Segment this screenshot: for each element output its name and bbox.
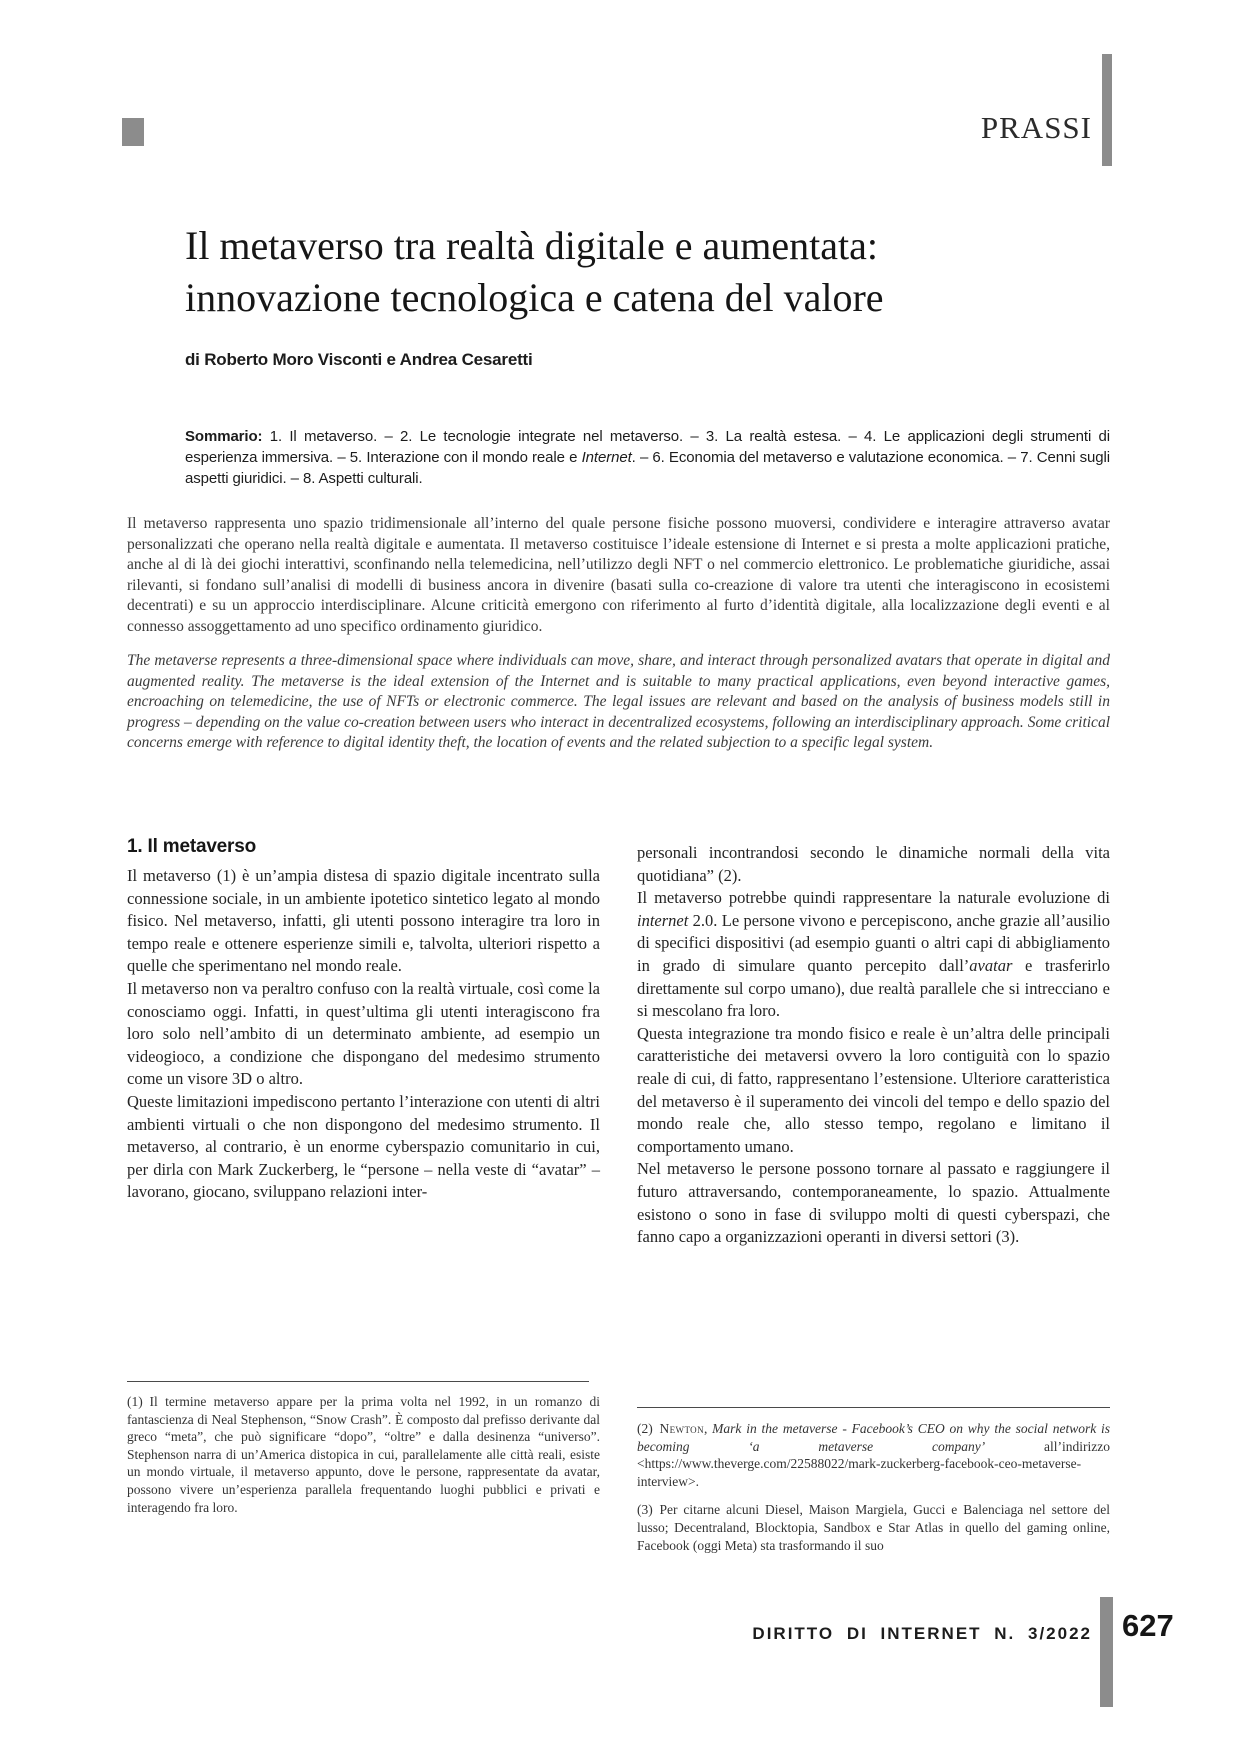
article-summary: Sommario: 1. Il metaverso. – 2. Le tecnologie integrate nel metaverso. – 3. La realtà estesa. – 4. Le applicazioni degli strumenti di esperienza immersiva. – 5. Interazione con il mondo reale e Internet. – 6. Economia del metaverso e valutazione economica. – 7. Cenni sugli aspetti giuridici. – 8. Aspetti culturali.	[185, 428, 1110, 487]
footnote: (3) Per citarne alcuni Diesel, Maison Margiela, Gucci e Balenciaga nel settore del lusso; Decentraland, Blocktopia, Sandbox e Star Atlas in quello del gaming online, Facebook (oggi Meta) sta trasformando il suo	[637, 1502, 1110, 1553]
footnote: (1) Il termine metaverso appare per la prima volta nel 1992, in un romanzo di fantascienza di Neal Stephenson, “Snow Crash”. È composto dal prefisso derivante dal greco “meta”, che può significare “dopo”, “oltre” e dalla desinenza “universo”. Stephenson narra di un’America distopica in cui, parallelamente alle città reali, esiste un mondo virtuale, il metaverso appunto, dove le persone, rappresentate da avatar, possono vivere un’esperienza parallela frequentando luoghi pubblici e privati e interagendo fra loro.	[127, 1394, 600, 1515]
article-title-line1: Il metaverso tra realtà digitale e aumentata:	[185, 223, 878, 268]
left-column	[127, 836, 600, 1249]
right-column	[637, 836, 1110, 1249]
body-paragraph: Queste limitazioni impediscono pertanto l’interazione con utenti di altri ambienti virtuali o che non dispongono del medesimo strumento. Il metaverso, al contrario, è un enorme cyberspazio comunitario in cui, per dirla con Mark Zuckerberg, le “persone – nella veste di “avatar” – lavorano, giocano, sviluppano relazioni inter-	[127, 1091, 600, 1202]
kicker-bar	[1102, 54, 1112, 166]
body-paragraph: Il metaverso potrebbe quindi rappresentare la naturale evoluzione di internet 2.0. Le persone vivono e percepiscono, anche grazie all’ausilio di specifici dispositivi (ad esempio guanti o altri capi di abbigliamento in grado di simulare quanto percepito dall’avatar e trasferirlo direttamente sul corpo umano), due realtà parallele che si intrecciano e si mescolano fra loro.	[637, 888, 1110, 1021]
article-title	[185, 220, 1085, 324]
body-paragraph: Questa integrazione tra mondo fisico e reale è un’altra delle principali caratteristiche dei metaversi ovvero la loro contiguità con lo spazio reale di cui, di fatto, rappresentano l’estensione. Ulteriore caratteristica del metaverso è il superamento dei vincoli del tempo e dello spazio del mondo reale che, allo stesso tempo, regolano e limitano il comportamento umano.	[637, 1023, 1110, 1156]
section-kicker: PRASSI	[980, 110, 1092, 145]
body-columns	[127, 836, 1110, 1249]
section-heading: 1. Il metaverso	[127, 836, 257, 857]
footnote: (2) Newton, Mark in the metaverse - Facebook’s CEO on why the social network is becoming ‘a metaverse company’ all’indirizzo <https://www.theverge.com/22588022/mark-zuckerberg-facebook-ceo-metaverse-interview>.	[637, 1421, 1111, 1489]
article-title-line2: innovazione tecnologica e catena del valore	[185, 275, 884, 320]
footnotes-left	[127, 1393, 600, 1527]
body-paragraph: Il metaverso non va peraltro confuso con la realtà virtuale, così come la conosciamo oggi. Infatti, in quest’ultima gli utenti interagiscono fra loro solo nell’ambito di un determinato ambiente, ad esempio un videogioco, a condizione che dispongano del medesimo strumento come un visore 3D o altro.	[127, 978, 600, 1089]
footnotes-right	[637, 1420, 1110, 1565]
body-paragraph: personali incontrandosi secondo le dinamiche normali della vita quotidiana” (2).	[637, 843, 1110, 885]
footnote-divider	[127, 1381, 589, 1382]
footnote-divider	[637, 1407, 1110, 1408]
page-number: 627	[1122, 1608, 1174, 1643]
body-paragraph: Nel metaverso le persone possono tornare al passato e raggiungere il futuro attraversando, contemporaneamente, lo spazio. Attualmente esistono o sono in fase di sviluppo molti di questi cyberspazi, che fanno capo a organizzazioni operanti in diversi settori (3).	[637, 1159, 1110, 1247]
abstract-english: The metaverse represents a three-dimensional space where individuals can move, share, and interact through personalized avatars that operate in digital and augmented reality. The metaverse is the ideal extension of the Internet and is suitable to many practical applications, even beyond interactive games, encroaching on telemedicine, the use of NFTs or electronic commerce. The legal issues are relevant and based on the analysis of business models still in progress – depending on the value co-creation between users who interact in decentralized ecosystems, following an interdisciplinary approach. Some critical concerns emerge with reference to digital identity theft, the location of events and the related subjection to a specific legal system.	[127, 652, 1110, 751]
body-paragraph: Il metaverso (1) è un’ampia distesa di spazio digitale incentrato sulla connessione sociale, in un ambiente ipotetico sintetico legato al mondo fisico. Nel metaverso, infatti, gli utenti possono interagire tra loro in tempo reale e ottenere esperienze simili e, talvolta, ulteriori rispetto a quelle che sperimentano nel mondo reale.	[127, 866, 600, 976]
footer-bar	[1100, 1597, 1113, 1707]
article-byline: di Roberto Moro Visconti e Andrea Cesaretti	[185, 350, 533, 369]
journal-footer: DIRITTO DI INTERNET N. 3/2022	[752, 1624, 1092, 1643]
abstract-italian: Il metaverso rappresenta uno spazio tridimensionale all’interno del quale persone fisiche possono muoversi, condividere e interagire attraverso avatar personalizzati che operano nella realtà digitale e aumentata. Il metaverso costituisce l’ideale estensione di Internet e si presta a molte applicazioni pratiche, anche al di là dei giochi interattivi, sconfinando nella telemedicina, nell’utilizzo degli NFT o nel commercio elettronico. Le problematiche giuridiche, assai rilevanti, si fondano sull’analisi di modelli di business ancora in divenire (basati sulla co-creazione di valore tra utenti che interagiscono in ecosistemi decentrati) e su un approccio interdisciplinare. Alcune criticità emergono con riferimento al furto d’identità digitale, alla localizzazione degli eventi e al connesso assoggettamento ad uno specifico ordinamento giuridico.	[127, 515, 1110, 635]
